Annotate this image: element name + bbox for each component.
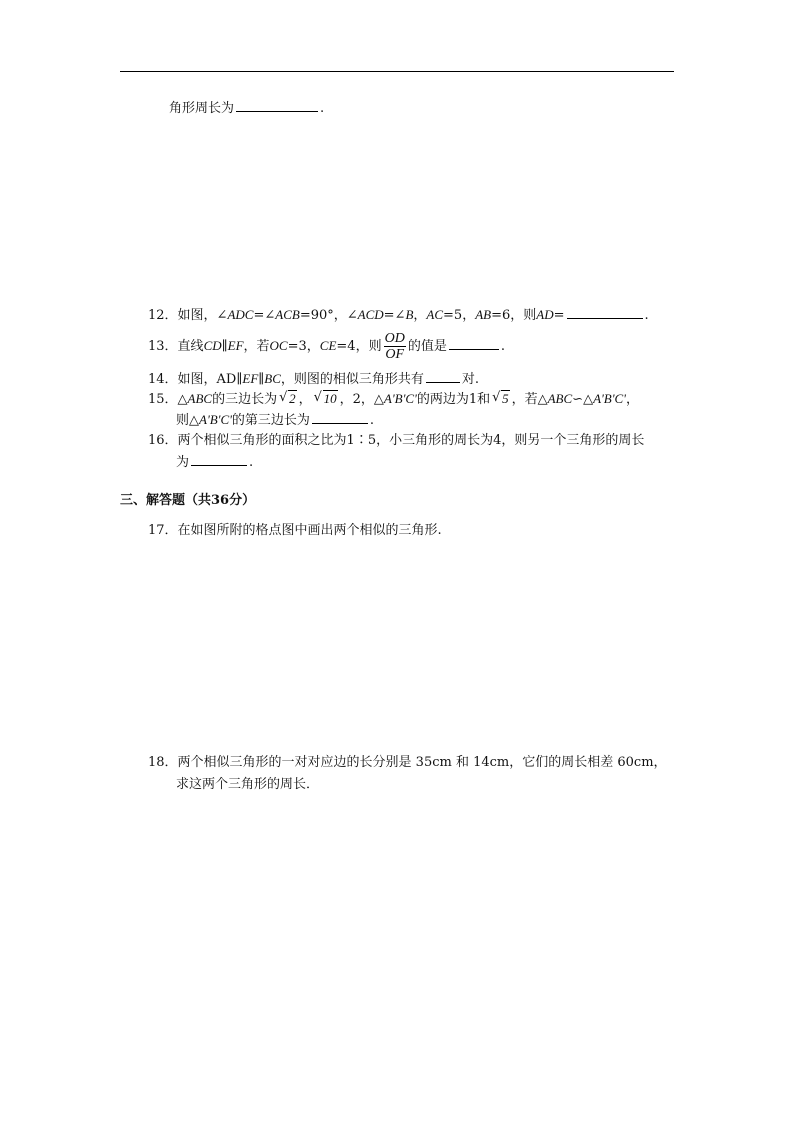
q12-number: 12． bbox=[148, 308, 178, 323]
q12-text: 如图，∠ bbox=[177, 308, 228, 323]
radicand: 2 bbox=[289, 391, 296, 406]
q12-text: =5， bbox=[443, 308, 476, 323]
question-15 bbox=[148, 391, 639, 408]
question-12 bbox=[148, 306, 649, 324]
q15-text: 的第三边长为 bbox=[231, 413, 310, 428]
fraction-denominator: OF bbox=[385, 347, 405, 362]
q14-ef: EF bbox=[242, 371, 259, 386]
q15-text: ，若△ bbox=[511, 392, 548, 407]
question-16 bbox=[148, 433, 644, 449]
q14-text: 如图，AD∥ bbox=[177, 372, 243, 387]
q15-text: △ bbox=[177, 392, 188, 407]
answer-blank[interactable] bbox=[191, 453, 247, 466]
q12-acb: ACB bbox=[275, 307, 300, 322]
q12-b: B bbox=[405, 307, 414, 322]
q16-end: . bbox=[249, 455, 254, 470]
answer-blank[interactable] bbox=[236, 99, 318, 112]
q12-text: =∠ bbox=[253, 308, 276, 323]
sqrt-2 bbox=[279, 391, 297, 408]
question-18 bbox=[148, 755, 667, 771]
q13-text: 直线 bbox=[177, 339, 204, 354]
q13-end: . bbox=[500, 339, 505, 354]
q18-text: 求这两个三角形的周长． bbox=[176, 777, 320, 792]
q15-number: 15． bbox=[148, 392, 178, 407]
answer-blank[interactable] bbox=[449, 337, 499, 350]
q15-abc-prime: A'B'C' bbox=[383, 391, 417, 406]
q14-text: ∥ bbox=[258, 372, 265, 387]
question-14 bbox=[148, 370, 479, 388]
q16-text: 为 bbox=[176, 455, 190, 470]
q15-text: ， bbox=[625, 392, 639, 407]
parallel-symbol: ∥ bbox=[221, 339, 228, 354]
q15-abc-prime: A'B'C' bbox=[593, 391, 626, 406]
q15-text: 的三边长为 bbox=[212, 392, 278, 407]
q14-number: 14． bbox=[148, 372, 178, 387]
q15-text: 则△ bbox=[176, 413, 199, 428]
q11-end: . bbox=[320, 101, 325, 116]
sqrt-5 bbox=[492, 391, 510, 408]
q15-abc: ABC bbox=[187, 391, 213, 406]
section-heading: 三、解答题（共36分） bbox=[120, 493, 256, 508]
q13-ce: CE bbox=[319, 338, 337, 353]
answer-blank[interactable] bbox=[426, 370, 460, 383]
question-17 bbox=[148, 523, 442, 539]
answer-blank[interactable] bbox=[312, 411, 368, 424]
radicand: 5 bbox=[502, 391, 509, 406]
q12-ad: AD bbox=[536, 307, 554, 322]
q13-ef: EF bbox=[227, 338, 244, 353]
q17-text: 在如图所附的格点图中画出两个相似的三角形. bbox=[177, 523, 442, 538]
q12-text: =6，则 bbox=[491, 308, 537, 323]
question-15-line2 bbox=[176, 411, 374, 429]
q12-adc: ADC bbox=[227, 307, 254, 322]
answer-blank[interactable] bbox=[567, 306, 643, 319]
q15-text: ， bbox=[298, 392, 312, 407]
question-16-line2 bbox=[176, 453, 253, 471]
q12-end: . bbox=[644, 308, 649, 323]
header-rule bbox=[120, 71, 674, 72]
q15-text: ∽△ bbox=[572, 392, 594, 407]
q14-text: 对. bbox=[461, 372, 480, 387]
q12-text: =90°，∠ bbox=[299, 308, 358, 323]
q13-cd: CD bbox=[203, 338, 222, 353]
q13-text: ，若 bbox=[243, 339, 270, 354]
q12-text: =∠ bbox=[383, 308, 406, 323]
q13-text: 的值是 bbox=[407, 339, 447, 354]
q12-text: ， bbox=[413, 308, 427, 323]
fraction-numerator: OD bbox=[384, 331, 405, 346]
q15-abc: ABC bbox=[547, 391, 573, 406]
q16-text: 两个相似三角形的面积之比为1∶5，小三角形的周长为4，则另一个三角形的周长 bbox=[177, 433, 645, 448]
q18-text: 两个相似三角形的一对对应边的长分别是 35cm 和 14cm，它们的周长相差 60cm， bbox=[177, 755, 667, 770]
question-18-line2 bbox=[176, 777, 319, 793]
q18-number: 18． bbox=[148, 755, 178, 770]
q15-text: ，2，△ bbox=[339, 392, 384, 407]
q14-text: ，则图的相似三角形共有 bbox=[280, 372, 424, 387]
q13-oc: OC bbox=[269, 338, 288, 353]
q12-ac: AC bbox=[426, 307, 444, 322]
q12-ab: AB bbox=[475, 307, 492, 322]
q17-number: 17． bbox=[148, 523, 178, 538]
q14-bc: BC bbox=[264, 371, 281, 386]
radicand: 10 bbox=[323, 391, 337, 406]
q11-continuation bbox=[169, 99, 324, 117]
q13-number: 13． bbox=[148, 339, 178, 354]
fraction-od-of bbox=[384, 331, 406, 362]
q15-abc-prime: A'B'C' bbox=[199, 412, 232, 427]
sqrt-10 bbox=[314, 391, 338, 408]
q13-text: =4，则 bbox=[336, 339, 382, 354]
q16-number: 16． bbox=[148, 433, 178, 448]
q12-text: = bbox=[553, 308, 565, 323]
question-13 bbox=[148, 330, 505, 363]
q11-text: 角形周长为 bbox=[169, 101, 235, 116]
q15-text: 的两边为1和 bbox=[416, 392, 491, 407]
q13-text: =3， bbox=[287, 339, 320, 354]
q12-acd: ACD bbox=[357, 307, 384, 322]
q15-end: . bbox=[369, 413, 375, 428]
